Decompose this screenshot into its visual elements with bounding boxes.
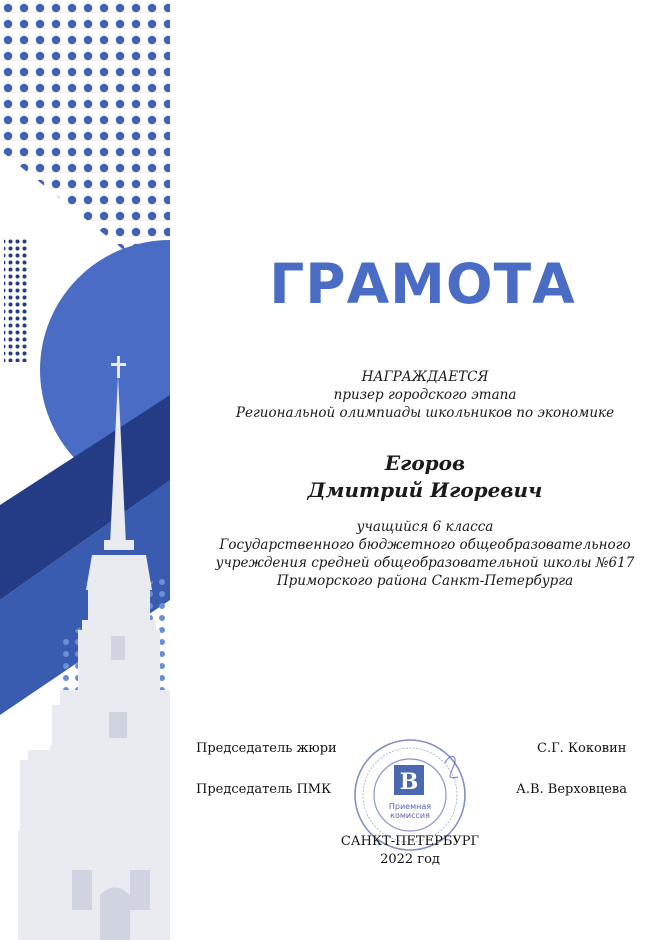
jury-chair-role: Председатель жюри [196, 741, 337, 756]
recipient-name [190, 450, 660, 504]
decorative-art-panel [0, 0, 175, 940]
recipient-given-names: Дмитрий Игоревич [307, 478, 543, 502]
svg-text:Приемная: Приемная [388, 802, 432, 811]
jury-chair-name: С.Г. Коковин [537, 741, 627, 756]
svg-text:комиссия: комиссия [390, 811, 430, 820]
footer-year: 2022 год [380, 852, 440, 867]
recipient-surname: Егоров [384, 451, 466, 475]
award-prize: призер городского этапа [333, 387, 517, 403]
award-heading: НАГРАЖДАЕТСЯ [361, 369, 489, 385]
pmk-chair-role: Председатель ПМК [196, 782, 332, 797]
school-details [190, 518, 660, 590]
dot-strip-left [4, 238, 28, 362]
footer-city: САНКТ-ПЕТЕРБУРГ [340, 834, 480, 849]
pmk-chair-name: А.В. Верховцева [516, 782, 627, 797]
svg-text:В: В [399, 769, 419, 795]
school-district: Приморского района Санкт-Петербурга [276, 573, 574, 589]
award-olympiad: Региональной олимпиады школьников по экономике [235, 405, 615, 421]
student-grade: учащийся 6 класса [356, 519, 494, 535]
certificate-title: ГРАМОТА [269, 252, 576, 316]
award-text [190, 368, 660, 422]
school-line-2: учреждения средней общеобразовательной школы №617 [215, 555, 635, 571]
dot-pattern-top [0, 0, 170, 255]
school-line-1: Государственного бюджетного общеобразовательного [219, 537, 631, 553]
